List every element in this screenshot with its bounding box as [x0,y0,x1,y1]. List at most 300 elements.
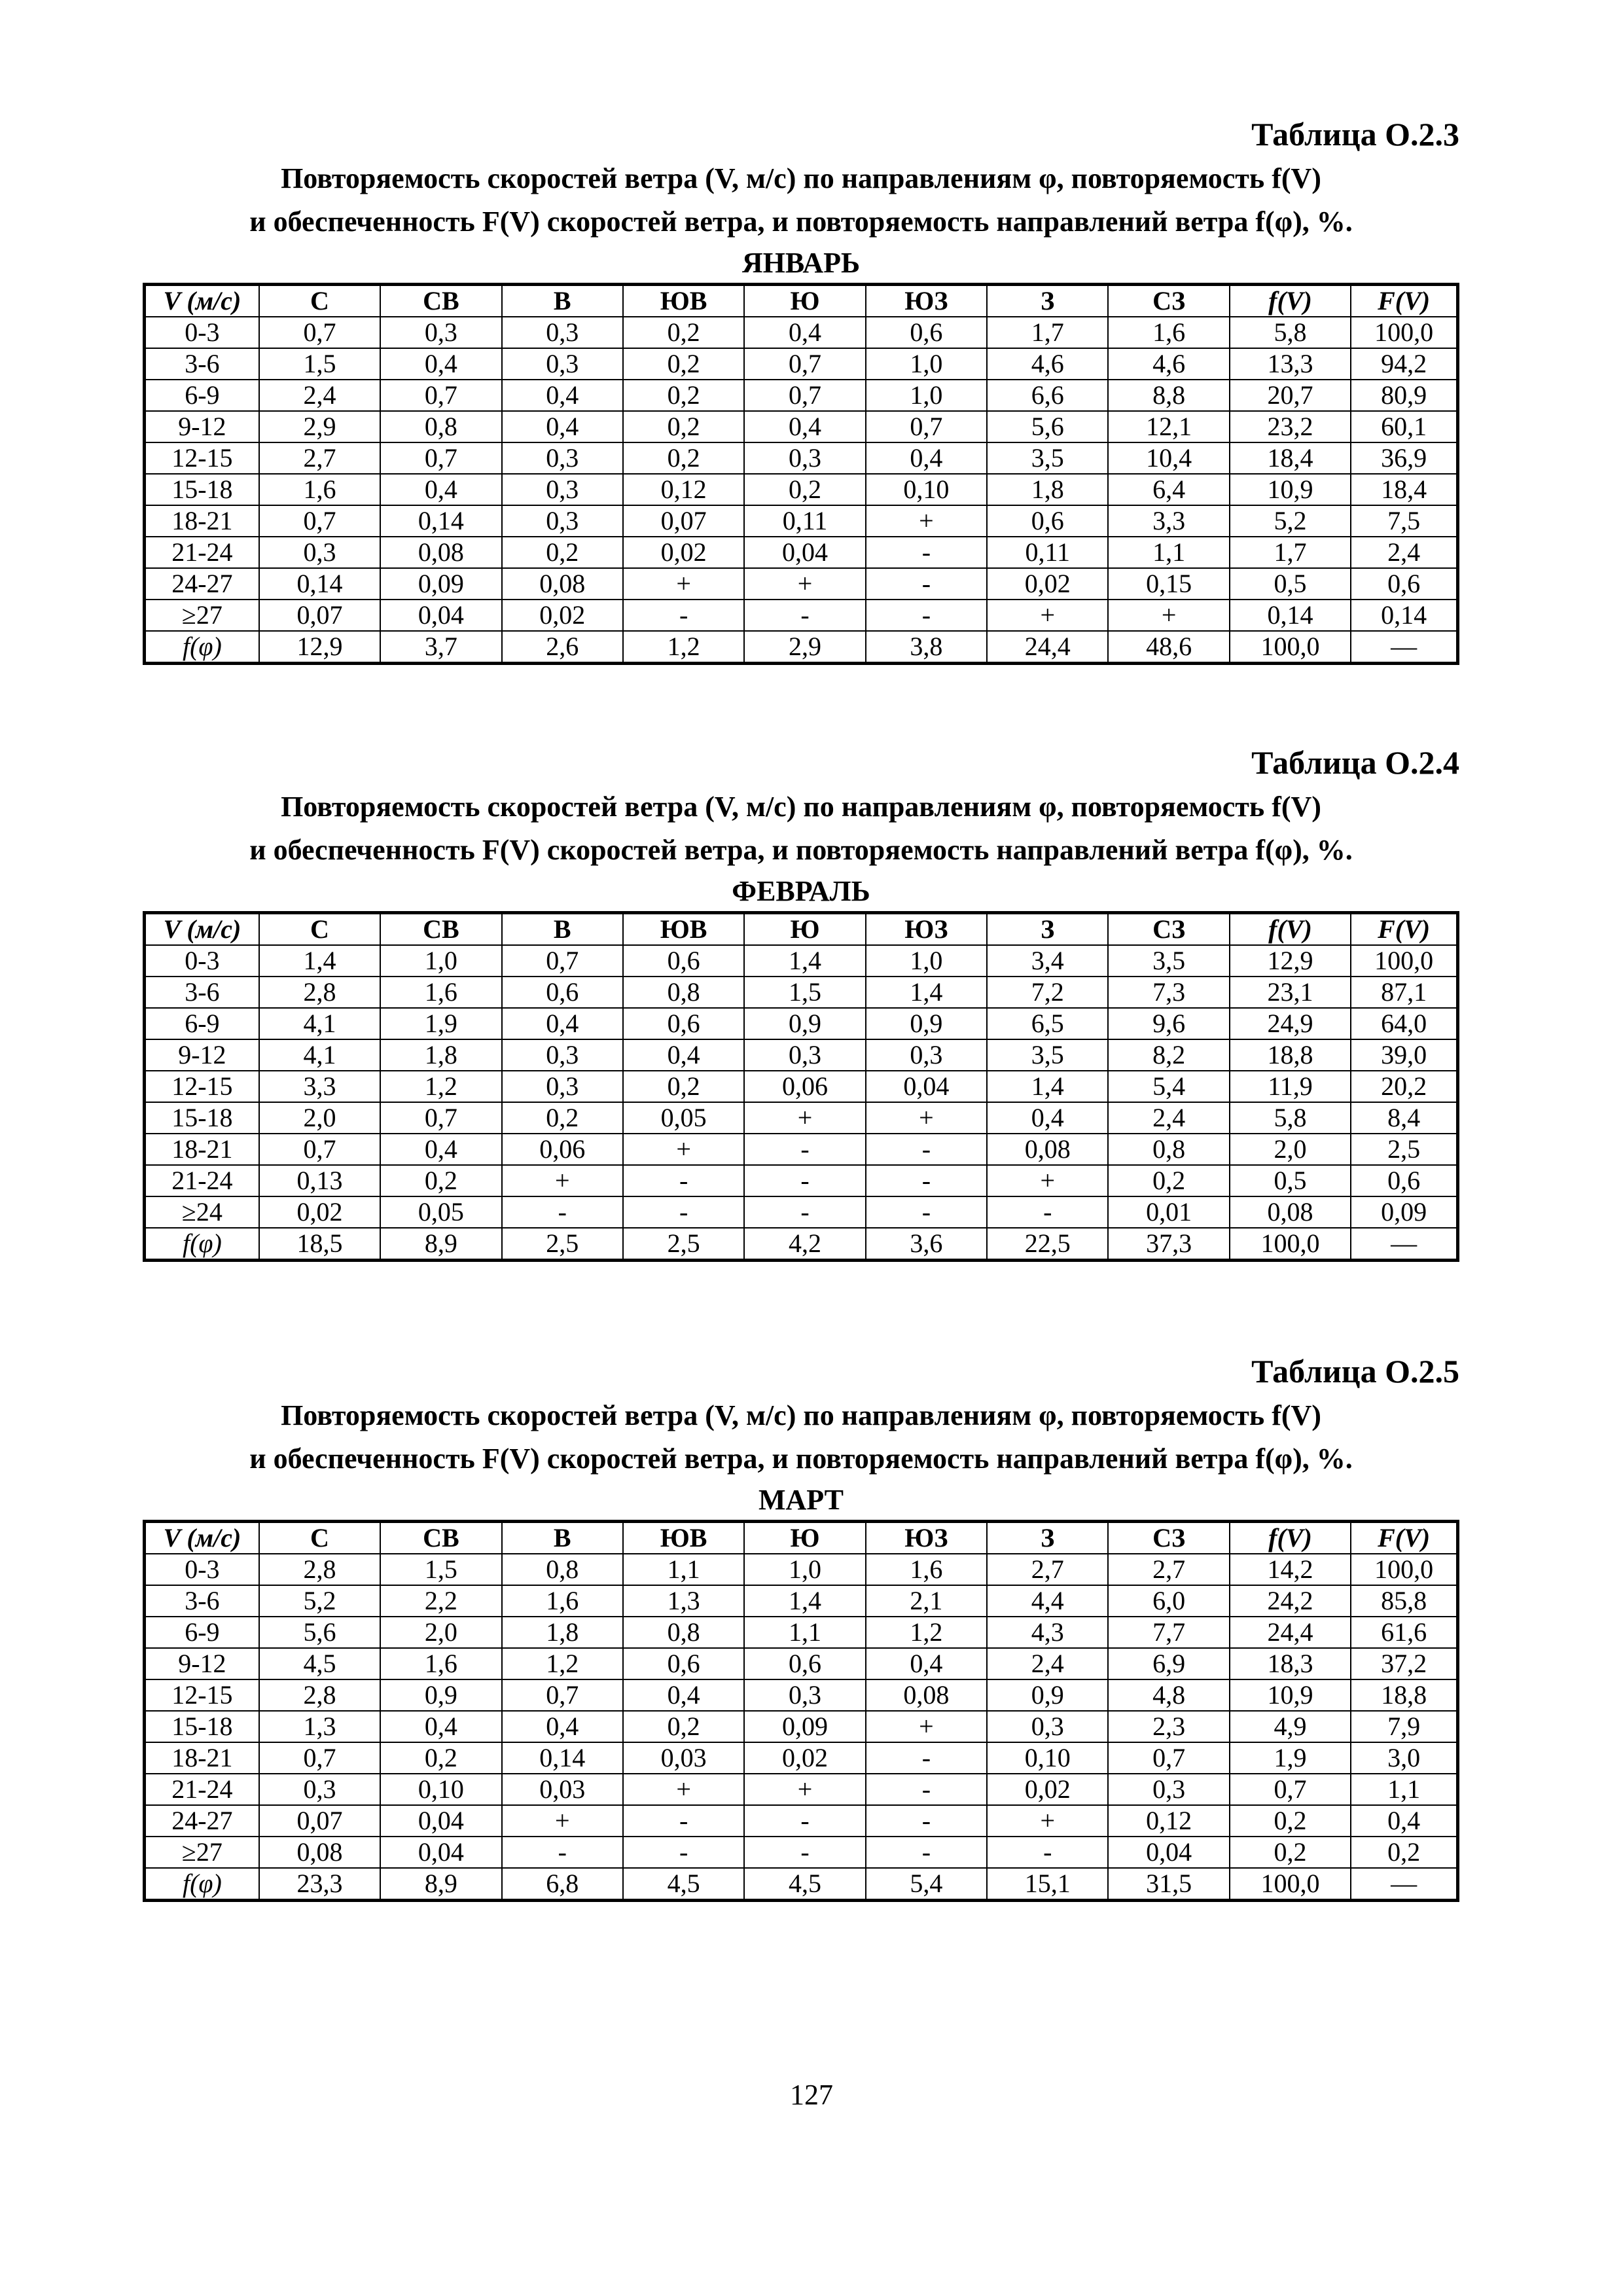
table-cell: 100,0 [1351,317,1457,348]
row-label: 0-3 [145,945,259,977]
table-cell: + [987,1165,1108,1196]
table-cell: 0,4 [744,411,865,442]
column-header: Ю [744,285,865,317]
column-header: СЗ [1108,913,1229,946]
table-cell: 0,3 [866,1039,987,1071]
table-row [145,1228,1458,1261]
row-label: 0-3 [145,317,259,348]
table-cell: 0,7 [1230,1774,1351,1805]
table-cell: 0,2 [623,348,744,380]
table-cell: 5,6 [987,411,1108,442]
row-label: 21-24 [145,537,259,568]
table-cell: 2,8 [259,1554,380,1585]
table-cell: 0,08 [866,1679,987,1711]
row-label: 15-18 [145,1711,259,1742]
table-row [145,977,1458,1008]
table-cell: 0,6 [866,317,987,348]
column-header: СВ [380,285,501,317]
table-cell: 0,3 [502,1039,623,1071]
table-row [145,537,1458,568]
row-label: f(φ) [145,1228,259,1261]
table-cell: 2,5 [623,1228,744,1261]
table-cell: 1,5 [380,1554,501,1585]
table-cell: 0,4 [380,474,501,505]
table-cell: - [866,1774,987,1805]
header-row [145,913,1458,946]
month-title: ФЕВРАЛЬ [732,875,870,907]
table-cell: 60,1 [1351,411,1457,442]
table-cell: 0,08 [987,1134,1108,1165]
table-cell: - [866,600,987,631]
column-header: СВ [380,1522,501,1554]
table-cell: 23,2 [1230,411,1351,442]
table-cell: 14,2 [1230,1554,1351,1585]
table-cell: + [623,1774,744,1805]
table-cell: + [987,600,1108,631]
table-cell: 18,8 [1351,1679,1457,1711]
table-cell: 1,4 [259,945,380,977]
table-cell: 48,6 [1108,631,1229,664]
table-cell: 3,0 [1351,1742,1457,1774]
table-cell: 1,3 [259,1711,380,1742]
month-title: ЯНВАРЬ [741,247,861,279]
table-cell: + [866,1711,987,1742]
table-cell: 24,9 [1230,1008,1351,1039]
table-cell: 0,3 [502,348,623,380]
table-cell: 6,0 [1108,1585,1229,1617]
table-cell: 0,08 [1230,1196,1351,1228]
table-cell: 0,09 [1351,1196,1457,1228]
column-header: С [259,1522,380,1554]
table-cell: 8,2 [1108,1039,1229,1071]
table-cell: 2,5 [1351,1134,1457,1165]
table-cell: - [744,600,865,631]
table-cell: 0,8 [623,977,744,1008]
table-row [145,1134,1458,1165]
table-cell: 39,0 [1351,1039,1457,1071]
table-cell: 0,02 [502,600,623,631]
table-cell: 1,6 [502,1585,623,1617]
table-cell: 2,7 [1108,1554,1229,1585]
table-cell: - [623,1805,744,1837]
table-cell: - [866,1134,987,1165]
table-cell: 0,14 [502,1742,623,1774]
table-row [145,568,1458,600]
table-block-february [143,740,1459,1262]
table-cell: 0,4 [623,1039,744,1071]
table-cell: 0,8 [623,1617,744,1648]
table-cell: 1,0 [744,1554,865,1585]
table-cell: 0,08 [380,537,501,568]
table-cell: 0,9 [744,1008,865,1039]
table-cell: 1,1 [744,1617,865,1648]
table-cell: 1,3 [623,1585,744,1617]
column-header: С [259,913,380,946]
table-cell: 1,1 [1108,537,1229,568]
column-header: ЮЗ [866,285,987,317]
table-cell: 61,6 [1351,1617,1457,1648]
table-cell: 1,0 [380,945,501,977]
table-cell: 0,7 [502,945,623,977]
table-cell: 1,6 [1108,317,1229,348]
table-row [145,1008,1458,1039]
table-cell: 5,2 [1230,505,1351,537]
table-number: Таблица О.2.4 [1251,744,1459,781]
table-cell: + [987,1805,1108,1837]
table-cell: 1,4 [744,945,865,977]
table-cell: 4,3 [987,1617,1108,1648]
table-cell: 0,7 [502,1679,623,1711]
table-cell: 1,5 [259,348,380,380]
table-row [145,600,1458,631]
table-cell: 0,4 [380,348,501,380]
table-cell: 0,2 [623,1071,744,1102]
table-row [145,1039,1458,1071]
table-cell: 0,7 [380,380,501,411]
table-cell: 0,11 [987,537,1108,568]
table-cell: — [1351,1228,1457,1261]
table-cell: 4,5 [623,1868,744,1901]
table-caption-line-1: Повторяемость скоростей ветра (V, м/с) по направлениям φ, повторяемость f(V) [281,162,1321,194]
table-cell: 1,0 [866,380,987,411]
column-header: V (м/с) [145,913,259,946]
table-cell: + [502,1165,623,1196]
column-header: ЮЗ [866,913,987,946]
table-cell: 23,3 [259,1868,380,1901]
table-cell: 0,08 [259,1837,380,1868]
table-cell: 36,9 [1351,442,1457,474]
table-cell: 18,4 [1351,474,1457,505]
month-title: МАРТ [758,1484,844,1516]
table-cell: 6,4 [1108,474,1229,505]
row-label: ≥27 [145,1837,259,1868]
table-row [145,474,1458,505]
table-cell: 3,8 [866,631,987,664]
table-cell: 0,6 [623,945,744,977]
table-cell: 100,0 [1351,945,1457,977]
row-label: 18-21 [145,1134,259,1165]
column-header: ЮВ [623,1522,744,1554]
table-cell: 0,4 [502,1711,623,1742]
table-cell: 0,5 [1230,568,1351,600]
row-label: 9-12 [145,1648,259,1679]
table-cell: 64,0 [1351,1008,1457,1039]
table-cell: 0,03 [502,1774,623,1805]
table-cell: 2,4 [259,380,380,411]
table-cell: 0,2 [623,1711,744,1742]
table-cell: 18,5 [259,1228,380,1261]
column-header: V (м/с) [145,1522,259,1554]
table-cell: - [502,1196,623,1228]
table-cell: 3,6 [866,1228,987,1261]
table-cell: 0,9 [380,1679,501,1711]
table-cell: 0,10 [380,1774,501,1805]
table-cell: 0,05 [623,1102,744,1134]
column-header: f(V) [1230,285,1351,317]
row-label: 6-9 [145,380,259,411]
column-header: В [502,285,623,317]
table-cell: 0,9 [987,1679,1108,1711]
table-cell: 0,7 [744,348,865,380]
table-row [145,1679,1458,1711]
wind-table [143,911,1459,1262]
table-cell: 22,5 [987,1228,1108,1261]
table-cell: 0,02 [987,568,1108,600]
table-cell: 0,7 [259,1134,380,1165]
table-cell: 0,14 [380,505,501,537]
table-cell: 18,4 [1230,442,1351,474]
table-cell: - [623,1196,744,1228]
table-row [145,1742,1458,1774]
row-label: 6-9 [145,1617,259,1648]
table-cell: 0,3 [744,1679,865,1711]
table-cell: 7,3 [1108,977,1229,1008]
table-cell: 0,7 [259,505,380,537]
table-cell: 6,5 [987,1008,1108,1039]
table-row [145,411,1458,442]
column-header: f(V) [1230,1522,1351,1554]
table-cell: 0,05 [380,1196,501,1228]
column-header: F(V) [1351,913,1457,946]
column-header: f(V) [1230,913,1351,946]
table-cell: 2,9 [259,411,380,442]
table-cell: 2,2 [380,1585,501,1617]
table-cell: 0,08 [502,568,623,600]
table-cell: 12,9 [259,631,380,664]
table-cell: 2,0 [259,1102,380,1134]
table-cell: 0,14 [259,568,380,600]
table-cell: 12,9 [1230,945,1351,977]
table-cell: 0,2 [623,380,744,411]
table-cell: 4,6 [1108,348,1229,380]
table-block-march [143,1348,1459,1902]
table-cell: 4,5 [744,1868,865,1901]
table-cell: 0,3 [502,505,623,537]
table-cell: 1,6 [380,977,501,1008]
table-cell: 0,9 [866,1008,987,1039]
table-caption-line-1: Повторяемость скоростей ветра (V, м/с) по направлениям φ, повторяемость f(V) [281,791,1321,823]
table-cell: + [866,505,987,537]
table-row [145,945,1458,977]
table-cell: 4,1 [259,1008,380,1039]
table-row [145,1617,1458,1648]
table-cell: + [502,1805,623,1837]
table-cell: 0,02 [744,1742,865,1774]
table-cell: + [623,568,744,600]
table-cell: 0,6 [987,505,1108,537]
table-cell: 0,6 [1351,1165,1457,1196]
table-cell: 0,4 [623,1679,744,1711]
table-cell: 0,2 [1108,1165,1229,1196]
column-header: З [987,913,1108,946]
row-label: f(φ) [145,631,259,664]
table-cell: 4,6 [987,348,1108,380]
row-label: ≥24 [145,1196,259,1228]
table-caption-line-2: и обеспеченность F(V) скоростей ветра, и повторяемость направлений ветра f(φ), %. [249,1443,1353,1475]
column-header: СЗ [1108,1522,1229,1554]
table-cell: 1,6 [866,1554,987,1585]
column-header: V (м/с) [145,285,259,317]
table-cell: 100,0 [1230,631,1351,664]
table-row [145,1868,1458,1901]
table-cell: 0,7 [259,1742,380,1774]
column-header: ЮВ [623,285,744,317]
table-cell: + [623,1134,744,1165]
row-label: 15-18 [145,1102,259,1134]
row-label: 21-24 [145,1774,259,1805]
table-caption-line-1: Повторяемость скоростей ветра (V, м/с) по направлениям φ, повторяемость f(V) [281,1399,1321,1431]
table-cell: 0,09 [744,1711,865,1742]
table-cell: 0,7 [380,442,501,474]
table-cell: 2,3 [1108,1711,1229,1742]
table-cell: 0,3 [1108,1774,1229,1805]
table-cell: 20,7 [1230,380,1351,411]
table-row [145,442,1458,474]
table-cell: 0,02 [259,1196,380,1228]
row-label: 9-12 [145,411,259,442]
table-cell: 2,1 [866,1585,987,1617]
table-cell: 0,7 [1108,1742,1229,1774]
table-cell: 2,4 [1351,537,1457,568]
table-cell: 0,8 [380,411,501,442]
table-cell: 1,4 [987,1071,1108,1102]
table-row [145,1774,1458,1805]
table-cell: 0,6 [502,977,623,1008]
table-cell: 1,2 [380,1071,501,1102]
table-cell: 3,5 [987,1039,1108,1071]
table-cell: - [866,1805,987,1837]
table-cell: 1,6 [380,1648,501,1679]
table-cell: 0,02 [987,1774,1108,1805]
table-cell: 0,01 [1108,1196,1229,1228]
table-cell: 0,8 [502,1554,623,1585]
table-cell: 0,11 [744,505,865,537]
table-cell: 1,9 [1230,1742,1351,1774]
table-cell: 4,2 [744,1228,865,1261]
table-cell: - [987,1837,1108,1868]
table-cell: 0,4 [744,317,865,348]
table-cell: 0,07 [259,600,380,631]
row-label: 3-6 [145,1585,259,1617]
table-cell: 10,9 [1230,1679,1351,1711]
row-label: 18-21 [145,1742,259,1774]
table-cell: 24,4 [987,631,1108,664]
table-cell: 8,4 [1351,1102,1457,1134]
table-cell: 0,3 [259,1774,380,1805]
table-cell: 0,3 [259,537,380,568]
table-cell: 0,14 [1230,600,1351,631]
table-cell: - [866,1165,987,1196]
table-cell: 0,4 [502,1008,623,1039]
table-cell: 0,2 [623,317,744,348]
table-cell: 5,6 [259,1617,380,1648]
row-label: 15-18 [145,474,259,505]
column-header: Ю [744,1522,865,1554]
table-row [145,1196,1458,1228]
table-cell: 18,8 [1230,1039,1351,1071]
table-cell: 4,5 [259,1648,380,1679]
table-cell: 0,3 [502,1071,623,1102]
table-cell: 0,10 [866,474,987,505]
table-number: Таблица О.2.3 [1251,116,1459,152]
row-label: 6-9 [145,1008,259,1039]
table-row [145,380,1458,411]
table-cell: 12,1 [1108,411,1229,442]
table-cell: - [866,537,987,568]
table-cell: 0,04 [380,600,501,631]
table-cell: 6,6 [987,380,1108,411]
table-cell: 37,3 [1108,1228,1229,1261]
table-cell: 3,5 [987,442,1108,474]
header-row [145,285,1458,317]
table-row [145,1554,1458,1585]
table-row [145,1165,1458,1196]
table-cell: 1,2 [623,631,744,664]
table-cell: 1,0 [866,348,987,380]
table-cell: 5,8 [1230,317,1351,348]
table-cell: 1,7 [1230,537,1351,568]
table-cell: 0,6 [623,1008,744,1039]
table-cell: 0,8 [1108,1134,1229,1165]
table-cell: - [623,1165,744,1196]
table-cell: 3,3 [1108,505,1229,537]
table-cell: 3,7 [380,631,501,664]
table-cell: 2,0 [1230,1134,1351,1165]
table-cell: 7,5 [1351,505,1457,537]
table-cell: 0,12 [1108,1805,1229,1837]
table-cell: 1,4 [866,977,987,1008]
table-cell: 2,4 [987,1648,1108,1679]
table-cell: 0,2 [502,537,623,568]
column-header: З [987,285,1108,317]
table-cell: + [744,568,865,600]
table-cell: 0,7 [380,1102,501,1134]
table-cell: 80,9 [1351,380,1457,411]
table-cell: - [987,1196,1108,1228]
table-cell: 4,1 [259,1039,380,1071]
table-cell: 1,0 [866,945,987,977]
table-cell: 1,2 [502,1648,623,1679]
table-cell: 9,6 [1108,1008,1229,1039]
table-caption-line-2: и обеспеченность F(V) скоростей ветра, и повторяемость направлений ветра f(φ), %. [249,834,1353,866]
column-header: F(V) [1351,285,1457,317]
table-cell: 0,14 [1351,600,1457,631]
table-cell: 18,3 [1230,1648,1351,1679]
table-cell: 0,5 [1230,1165,1351,1196]
table-cell: 0,03 [623,1742,744,1774]
table-row [145,317,1458,348]
row-label: 24-27 [145,1805,259,1837]
table-row [145,1711,1458,1742]
table-number: Таблица О.2.5 [1251,1353,1459,1390]
table-cell: 0,3 [380,317,501,348]
table-cell: 2,0 [380,1617,501,1648]
table-cell: 37,2 [1351,1648,1457,1679]
table-cell: 0,3 [744,1039,865,1071]
table-cell: 0,06 [744,1071,865,1102]
table-cell: 1,1 [623,1554,744,1585]
table-cell: + [866,1102,987,1134]
table-cell: 0,04 [380,1837,501,1868]
table-cell: 0,3 [502,442,623,474]
column-header: В [502,913,623,946]
table-cell: + [744,1102,865,1134]
table-row [145,1805,1458,1837]
table-cell: 8,8 [1108,380,1229,411]
column-header: Ю [744,913,865,946]
table-cell: 0,7 [866,411,987,442]
table-cell: 10,4 [1108,442,1229,474]
